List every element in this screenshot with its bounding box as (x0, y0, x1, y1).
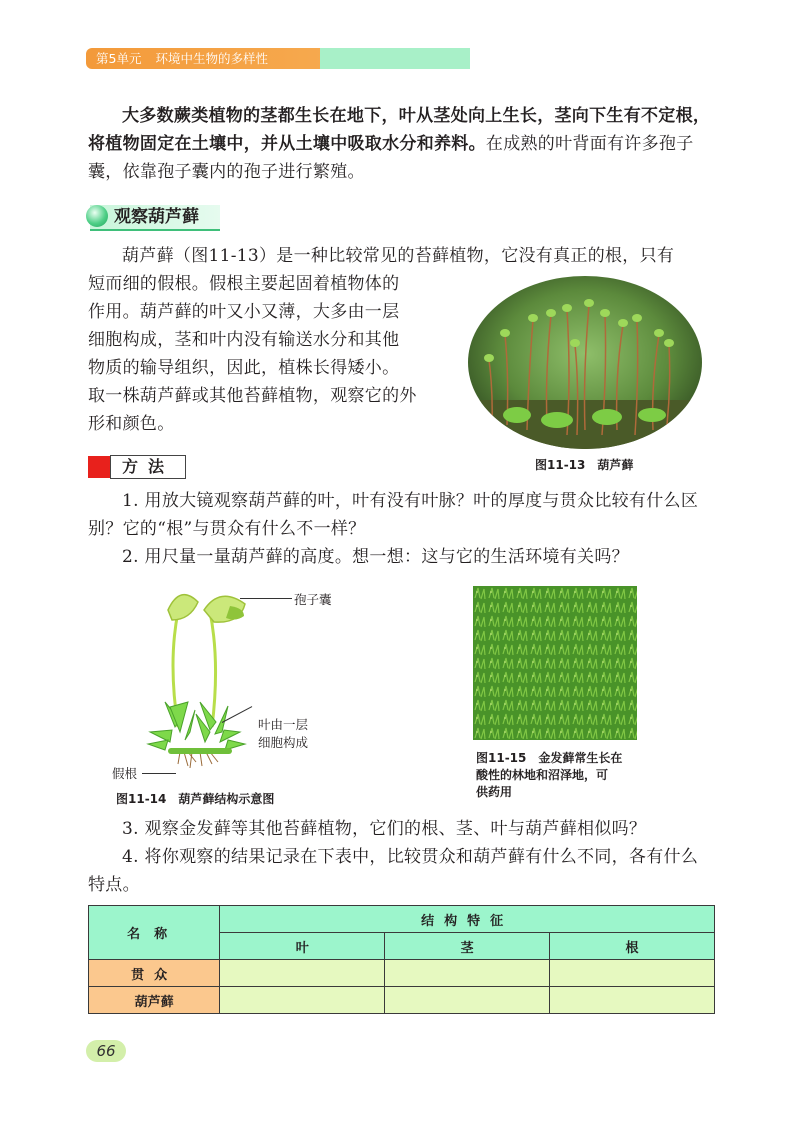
fig15-caption-line: 供药用 (476, 785, 513, 799)
step-2: 2. 用尺量一量葫芦藓的高度。想一想：这与它的生活环境有关吗？ (122, 547, 629, 567)
method-marker (88, 456, 110, 478)
running-header (96, 49, 268, 69)
moss-line: 作用。葫芦藓的叶又小又薄，大多由一层 (88, 302, 400, 322)
method-title: 方法 (110, 455, 186, 479)
table-name-header: 名称 (89, 906, 220, 960)
moss-line: 短而细的假根。假根主要起固着植物体的 (88, 274, 400, 294)
unit-label: 第5单元 (96, 51, 142, 66)
table-structure-header: 结构特征 (220, 906, 715, 933)
table-col-stem: 茎 (385, 933, 550, 960)
label-rhizoid: 假根 (112, 766, 138, 781)
fig15-caption-line: 图11-15 金发藓常生长在 (476, 751, 623, 765)
fig13-caption: 图11-13 葫芦藓 (535, 458, 634, 472)
table-row-label-fern: 贯众 (89, 960, 220, 987)
section-title: 观察葫芦藓 (114, 207, 199, 227)
unit-title: 环境中生物的多样性 (155, 51, 268, 66)
moss-line: 形和颜色。 (88, 414, 175, 434)
moss-intro-body (88, 270, 468, 438)
section-bullet-icon (86, 205, 108, 227)
fig15-caption (476, 750, 622, 801)
intro-rest: 在成熟的叶背面有许多孢子囊，依靠孢子囊内的孢子进行繁殖。 (88, 134, 694, 182)
table-row (89, 987, 715, 1014)
table-row (89, 960, 715, 987)
moss-line: 物质的输导组织，因此，植株长得矮小。 (88, 358, 400, 378)
page-number: 66 (86, 1040, 126, 1062)
step-4: 4. 将你观察的结果记录在下表中，比较贯众和葫芦藓有什么不同，各有什么特点。 (88, 847, 699, 895)
haircap-moss-photo (473, 586, 637, 740)
capsule-leader-line (240, 598, 292, 599)
moss-photo-oval (467, 275, 703, 450)
table-cell[interactable] (220, 960, 385, 987)
moss-intro-line1: 葫芦藓（图11-13）是一种比较常见的苔藓植物，它没有真正的根，只有 (122, 246, 675, 266)
moss-line: 取一株葫芦藓或其他苔藓植物，观察它的外 (88, 386, 417, 406)
label-leaf-line: 叶由一层 (258, 717, 309, 732)
label-leaf (258, 716, 308, 752)
table-cell[interactable] (385, 960, 550, 987)
moss-structure-diagram (140, 582, 280, 782)
table-cell[interactable] (550, 987, 715, 1014)
moss-line: 细胞构成，茎和叶内没有输送水分和其他 (88, 330, 400, 350)
table-col-leaf: 叶 (220, 933, 385, 960)
intro-bold: 大多数蕨类植物的茎都生长在地下，叶从茎处向上生长，茎向下生有不定根，将植物固定在土壤中，并从土壤中吸取水分和养料。 (88, 106, 711, 154)
fig14-caption: 图11-14 葫芦藓结构示意图 (116, 792, 275, 806)
table-cell[interactable] (385, 987, 550, 1014)
table-col-root: 根 (550, 933, 715, 960)
intro-paragraph (88, 102, 714, 186)
fig15-caption-line: 酸性的林地和沼泽地，可 (476, 768, 609, 782)
header-band-green (320, 48, 470, 69)
table-cell[interactable] (550, 960, 715, 987)
table-cell[interactable] (220, 987, 385, 1014)
step-1: 1. 用放大镜观察葫芦藓的叶，叶有没有叶脉？叶的厚度与贯众比较有什么区别？它的“根”与贯众有什么不一样？ (88, 491, 699, 539)
label-leaf-line: 细胞构成 (258, 735, 309, 750)
step-3: 3. 观察金发藓等其他苔藓植物，它们的根、茎、叶与葫芦藓相似吗？ (122, 819, 647, 839)
label-capsule: 孢子囊 (294, 592, 332, 607)
rhizoid-leader-line (142, 773, 176, 774)
structure-table (88, 905, 715, 1014)
table-row-label-moss: 葫芦藓 (89, 987, 220, 1014)
